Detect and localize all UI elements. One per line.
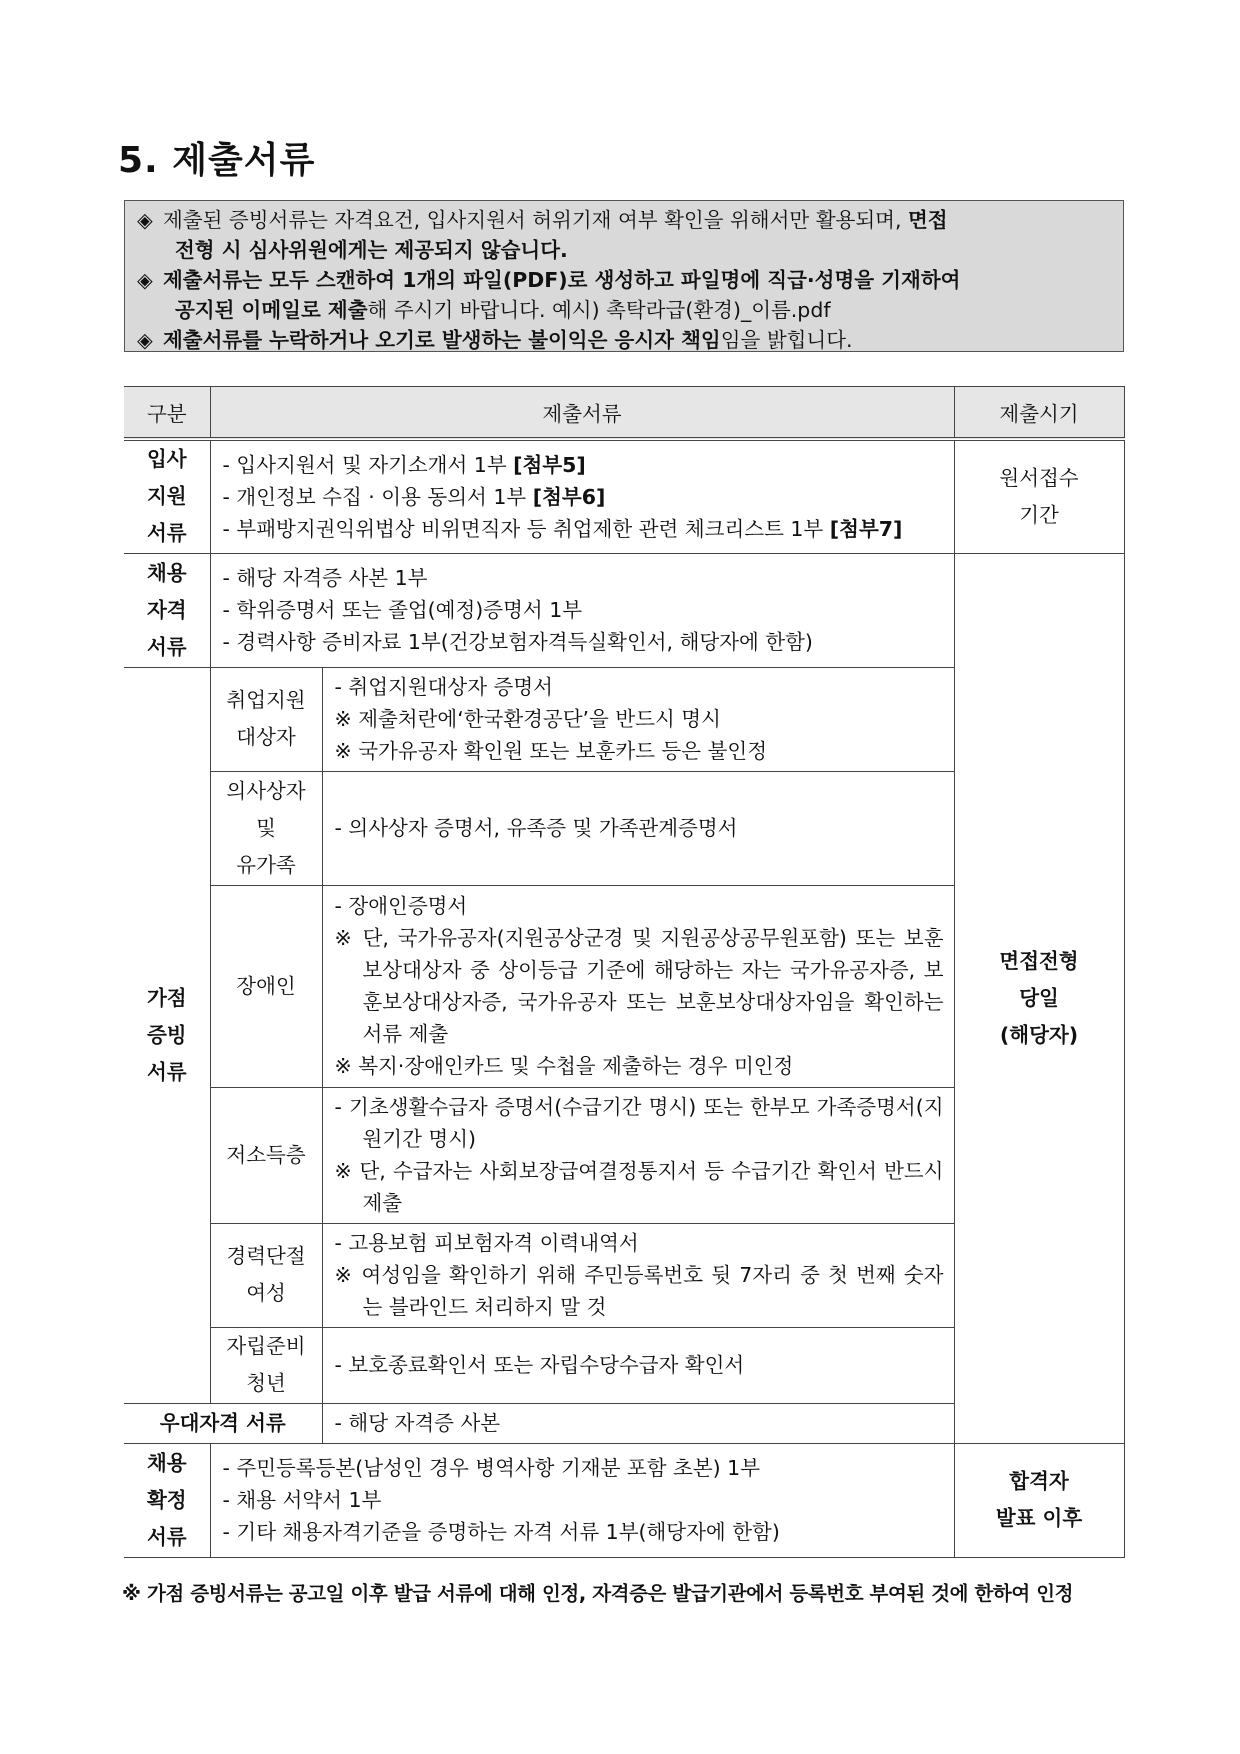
- attachment-ref: [첨부5]: [513, 452, 586, 477]
- list-item: - 기초생활수급자 증명서(수급기간 명시) 또는 한부모 가족증명서(지원기간 명시): [334, 1095, 944, 1151]
- list-item: - 해당 자격증 사본: [334, 1411, 501, 1435]
- list-item: [223, 449, 944, 481]
- bonus-items: [322, 1327, 954, 1403]
- notice-line: [137, 205, 1111, 235]
- sub-category: [210, 885, 322, 1087]
- qualification-items: [210, 553, 954, 667]
- list-item: - 취업지원대상자 증명서: [334, 675, 553, 699]
- sub-category-text: 대상자: [236, 725, 296, 749]
- category-text: 서류: [146, 521, 187, 546]
- sub-category-text: 의사상자: [226, 778, 306, 803]
- bonus-items: [322, 1223, 954, 1327]
- header-category: 구분: [124, 387, 210, 440]
- list-item: ※ 단, 수급자는 사회보장급여결정통지서 등 수급기간 확인서 반드시 제출: [334, 1159, 944, 1215]
- attachment-ref: [첨부7]: [829, 516, 903, 541]
- category-text: 채용: [146, 560, 187, 585]
- list-item: - 학위증명서 또는 졸업(예정)증명서 1부: [222, 598, 583, 622]
- notice-line: [137, 325, 1111, 355]
- bonus-items: [322, 885, 954, 1087]
- category-qualification: [124, 553, 210, 667]
- notice-line: [137, 235, 1111, 265]
- category-apply: [124, 439, 210, 553]
- notice-bold: 제출서류는 모두 스캔하여 1개의 파일(PDF)로 생성하고 파일명에 직급·성명을 기재하여: [163, 268, 961, 292]
- category-confirm: [124, 1443, 210, 1557]
- list-item: - 해당 자격증 사본 1부: [222, 566, 428, 590]
- timing-text: (해당자): [999, 1022, 1079, 1047]
- attachment-ref: [첨부6]: [532, 484, 606, 509]
- notice-bold: 제출서류를 누락하거나 오기로 발생하는 불이익은 응시자 책임: [163, 328, 721, 352]
- category-text: 서류: [146, 634, 187, 659]
- notice-text: 임을 밝힙니다.: [720, 328, 853, 352]
- notice-line: [137, 295, 1111, 325]
- table-header-row: [124, 387, 1124, 440]
- notice-text: 제출된 증빙서류는 자격요건, 입사지원서 허위기재 여부 확인을 위해서만 활용되며,: [163, 208, 902, 232]
- sub-category-text: 경력단절: [226, 1244, 306, 1268]
- confirm-items: [210, 1443, 954, 1557]
- footnote: ※ 가점 증빙서류는 공고일 이후 발급 서류에 대해 인정, 자격증은 발급기관에서 등록번호 부여된 것에 한하여 인정: [122, 1582, 1074, 1605]
- documents-table: [124, 386, 1125, 1558]
- sub-category-text: 장애인: [236, 973, 296, 998]
- list-item: - 경력사항 증비자료 1부(건강보험자격득실확인서, 해당자에 한함): [222, 630, 813, 654]
- diamond-icon: ◈: [137, 328, 153, 352]
- timing-text: 원서접수: [999, 465, 1079, 490]
- header-documents: 제출서류: [210, 387, 954, 440]
- table-row: [124, 1443, 1124, 1557]
- sub-category-text: 청년: [246, 1371, 286, 1395]
- timing-interview: [954, 553, 1124, 1443]
- list-item: ※ 단, 국가유공자(지원공상군경 및 지원공상공무원포함) 또는 보훈 보상대상자 중 상이등급 기준에 해당하는 자는 국가유공자증, 보훈보상대상자증, 국가유공자 또는 보훈보상대상자임을 확인하는 서류 제출: [334, 926, 944, 1046]
- list-item: - 고용보험 피보험자격 이력내역서: [334, 1231, 639, 1255]
- category-text: 자격: [146, 597, 187, 622]
- notice-box: [124, 200, 1124, 352]
- sub-category: [210, 667, 322, 771]
- timing-apply: [954, 439, 1124, 553]
- sub-category: [210, 1327, 322, 1403]
- category-text: 채용: [146, 1450, 187, 1475]
- sub-category-text: 여성: [246, 1281, 286, 1305]
- category-text: 지원: [146, 484, 187, 509]
- category-text: 서류: [146, 1524, 187, 1549]
- list-item: - 보호종료확인서 또는 자립수당수급자 확인서: [334, 1353, 745, 1377]
- list-item: [223, 513, 944, 545]
- header-timing: 제출시기: [954, 387, 1124, 440]
- sub-category-text: 유가족: [236, 852, 296, 877]
- sub-category: [210, 771, 322, 885]
- sub-category-text: 취업지원: [226, 688, 306, 712]
- timing-text: 당일: [1019, 985, 1059, 1010]
- list-item: - 채용 서약서 1부: [222, 1488, 382, 1512]
- list-item: - 의사상자 증명서, 유족증 및 가족관계증명서: [334, 816, 738, 840]
- notice-line: [137, 265, 1111, 295]
- sub-category-text: 자립준비: [226, 1334, 306, 1358]
- list-item: ※ 여성임을 확인하기 위해 주민등록번호 뒷 7자리 중 첫 번째 숫자는 블라인드 처리하지 말 것: [334, 1263, 944, 1319]
- category-text: 가점: [146, 985, 187, 1010]
- list-item: ※ 제출처란에‘한국환경공단’을 반드시 명시: [334, 707, 721, 731]
- timing-text: 면접전형: [999, 948, 1079, 973]
- category-preferred: 우대자격 서류: [124, 1403, 322, 1443]
- item-text: - 입사지원서 및 자기소개서 1부: [222, 452, 514, 477]
- notice-text: 해 주시기 바랍니다. 예시) 촉탁라급(환경)_이름.pdf: [367, 298, 831, 322]
- bonus-items: [322, 1087, 954, 1223]
- section-title: 5. 제출서류: [118, 140, 316, 181]
- category-bonus: [124, 667, 210, 1403]
- list-item: - 기타 채용자격기준을 증명하는 자격 서류 1부(해당자에 한함): [222, 1520, 780, 1544]
- sub-category-text: 및: [256, 815, 276, 840]
- notice-bold: 면접: [908, 208, 948, 232]
- timing-text: 발표 이후: [995, 1506, 1083, 1530]
- diamond-icon: ◈: [137, 208, 153, 232]
- sub-category-text: 저소득층: [226, 1142, 306, 1167]
- item-text: - 개인정보 수집 · 이용 동의서 1부: [222, 484, 533, 509]
- notice-bold: 공지된 이메일로 제출: [175, 298, 368, 322]
- list-item: - 주민등록등본(남성인 경우 병역사항 기재분 포함 초본) 1부: [222, 1456, 761, 1480]
- list-item: - 장애인증명서: [334, 894, 468, 918]
- table-row: [124, 553, 1124, 667]
- timing-text: 합격자: [1009, 1469, 1069, 1493]
- preferred-items: [322, 1403, 954, 1443]
- timing-confirm: [954, 1443, 1124, 1557]
- item-text: - 부패방지권익위법상 비위면직자 등 취업제한 관련 체크리스트 1부: [222, 516, 830, 541]
- bonus-items: [322, 667, 954, 771]
- list-item: [223, 481, 944, 513]
- category-text: 확정: [146, 1487, 187, 1512]
- apply-items: [210, 439, 954, 553]
- sub-category: [210, 1223, 322, 1327]
- timing-text: 기간: [1019, 502, 1059, 527]
- category-text: 서류: [146, 1059, 187, 1084]
- bonus-items: [322, 771, 954, 885]
- notice-bold: 전형 시 심사위원에게는 제공되지 않습니다.: [175, 238, 568, 262]
- table-row: [124, 439, 1124, 553]
- category-text: 입사: [146, 447, 187, 472]
- list-item: ※ 국가유공자 확인원 또는 보훈카드 등은 불인정: [334, 739, 768, 763]
- category-text: 증빙: [146, 1022, 187, 1047]
- diamond-icon: ◈: [137, 268, 153, 292]
- sub-category: [210, 1087, 322, 1223]
- list-item: ※ 복지·장애인카드 및 수첩을 제출하는 경우 미인정: [334, 1054, 794, 1078]
